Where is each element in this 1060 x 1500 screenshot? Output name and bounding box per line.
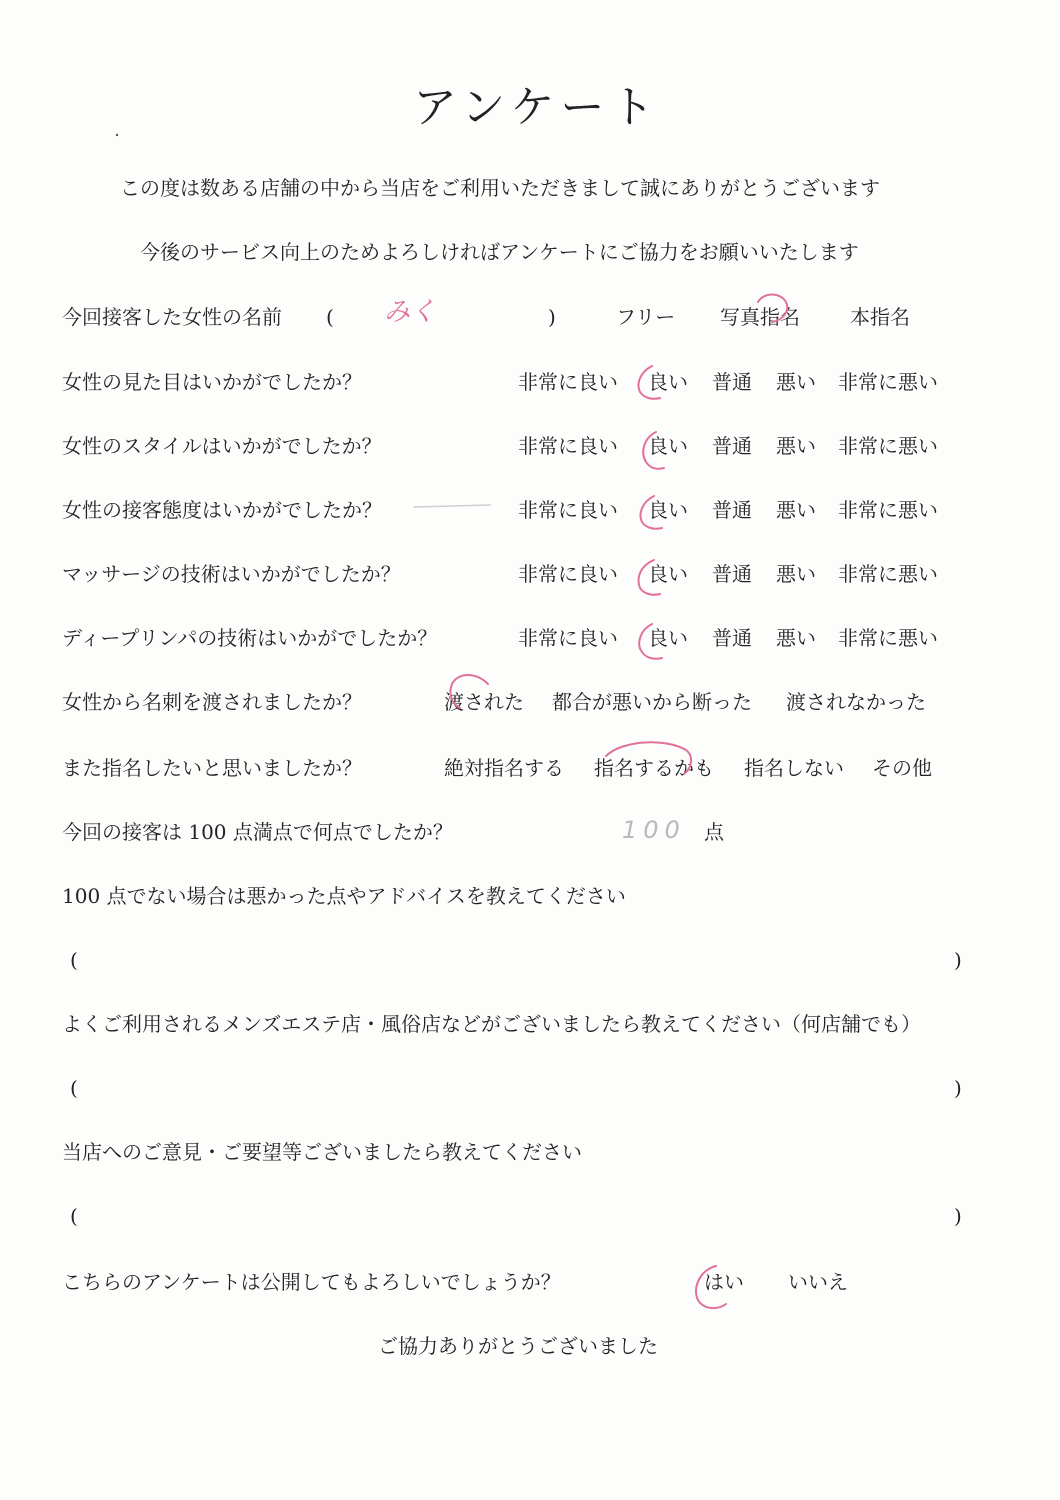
- name-handwritten-value: みく: [384, 297, 437, 327]
- rating-question-label: ディープリンパの技術はいかがでしたか？: [62, 626, 438, 650]
- rating-question-label: 女性の接客態度はいかがでしたか？: [62, 498, 382, 522]
- score-question-label: 今回の接客は 100 点満点で何点でしたか？: [62, 820, 453, 844]
- option-regular-nomination[interactable]: 本指名: [850, 305, 910, 329]
- rating-question-label: マッサージの技術はいかがでしたか？: [62, 562, 401, 586]
- stray-pencil-mark: [414, 505, 490, 507]
- rating-option-bad[interactable]: 悪い: [776, 498, 816, 522]
- rating-option-very-bad[interactable]: 非常に悪い: [838, 370, 938, 394]
- stray-dot-mark: [116, 134, 118, 136]
- opinion-open-paren: (: [70, 1204, 78, 1228]
- intro-line-2: 今後のサービス向上のためよろしければアンケートにご協力をお願いいたします: [140, 240, 859, 264]
- card-question-label: 女性から名刺を渡されましたか？: [62, 690, 362, 714]
- opinion-question-label: 当店へのご意見・ご要望等ございましたら教えてください: [62, 1140, 582, 1164]
- rating-option-average[interactable]: 普通: [712, 370, 752, 394]
- option-declined[interactable]: 都合が悪いから断った: [552, 690, 752, 714]
- option-will-nominate[interactable]: 絶対指名する: [444, 756, 564, 780]
- advice-close-paren: ): [954, 948, 962, 972]
- rating-option-average[interactable]: 普通: [712, 626, 752, 650]
- option-no[interactable]: いいえ: [788, 1270, 848, 1294]
- name-question-label: 今回接客した女性の名前: [62, 305, 282, 329]
- rating-option-very-bad[interactable]: 非常に悪い: [838, 562, 938, 586]
- option-might-nominate[interactable]: 指名するかも: [594, 756, 714, 780]
- rating-option-bad[interactable]: 悪い: [776, 626, 816, 650]
- rating-option-average[interactable]: 普通: [712, 562, 752, 586]
- rating-option-very-good[interactable]: 非常に良い: [518, 434, 618, 458]
- rating-option-very-good[interactable]: 非常に良い: [518, 370, 618, 394]
- intro-line-1: この度は数ある店舗の中から当店をご利用いただきまして誠にありがとうございます: [120, 176, 880, 200]
- rating-option-bad[interactable]: 悪い: [776, 434, 816, 458]
- rating-question-label: 女性の見た目はいかがでしたか？: [62, 370, 362, 394]
- rating-option-bad[interactable]: 悪い: [776, 370, 816, 394]
- other-shops-open-paren: (: [70, 1076, 78, 1100]
- score-handwritten-value: 100: [622, 816, 686, 844]
- name-close-paren: ): [548, 305, 556, 329]
- other-shops-answer-field[interactable]: [92, 1072, 948, 1104]
- rating-option-average[interactable]: 普通: [712, 434, 752, 458]
- rating-option-very-bad[interactable]: 非常に悪い: [838, 498, 938, 522]
- option-yes[interactable]: はい: [704, 1270, 744, 1294]
- rating-option-very-good[interactable]: 非常に良い: [518, 498, 618, 522]
- score-unit: 点: [704, 820, 724, 844]
- repeat-question-label: また指名したいと思いましたか？: [62, 756, 362, 780]
- rating-option-good[interactable]: 良い: [648, 562, 688, 586]
- option-free[interactable]: フリー: [616, 305, 676, 329]
- advice-open-paren: (: [70, 948, 78, 972]
- option-received[interactable]: 渡された: [444, 690, 524, 714]
- rating-option-bad[interactable]: 悪い: [776, 562, 816, 586]
- option-other[interactable]: その他: [872, 756, 932, 780]
- option-photo-nomination[interactable]: 写真指名: [720, 305, 800, 329]
- opinion-close-paren: ): [954, 1204, 962, 1228]
- rating-option-average[interactable]: 普通: [712, 498, 752, 522]
- other-shops-close-paren: ): [954, 1076, 962, 1100]
- rating-option-very-good[interactable]: 非常に良い: [518, 562, 618, 586]
- advice-answer-field[interactable]: [92, 944, 948, 976]
- rating-option-very-bad[interactable]: 非常に悪い: [838, 626, 938, 650]
- option-not-received[interactable]: 渡されなかった: [786, 690, 926, 714]
- rating-option-good[interactable]: 良い: [648, 626, 688, 650]
- rating-option-very-good[interactable]: 非常に良い: [518, 626, 618, 650]
- rating-option-good[interactable]: 良い: [648, 434, 688, 458]
- rating-option-good[interactable]: 良い: [648, 498, 688, 522]
- closing-message: ご協力ありがとうございました: [378, 1334, 658, 1358]
- other-shops-question-label: よくご利用されるメンズエステ店・風俗店などがございましたら教えてください（何店舗でも）: [62, 1012, 921, 1036]
- advice-question-label: 100 点でない場合は悪かった点やアドバイスを教えてください: [62, 884, 626, 908]
- name-open-paren: (: [326, 305, 334, 329]
- publish-question-label: こちらのアンケートは公開してもよろしいでしょうか？: [62, 1270, 561, 1294]
- survey-title: アンケート: [413, 82, 661, 133]
- rating-option-very-bad[interactable]: 非常に悪い: [838, 434, 938, 458]
- option-will-not-nominate[interactable]: 指名しない: [744, 756, 844, 780]
- rating-option-good[interactable]: 良い: [648, 370, 688, 394]
- opinion-answer-field[interactable]: [92, 1200, 948, 1232]
- rating-question-label: 女性のスタイルはいかがでしたか？: [62, 434, 382, 458]
